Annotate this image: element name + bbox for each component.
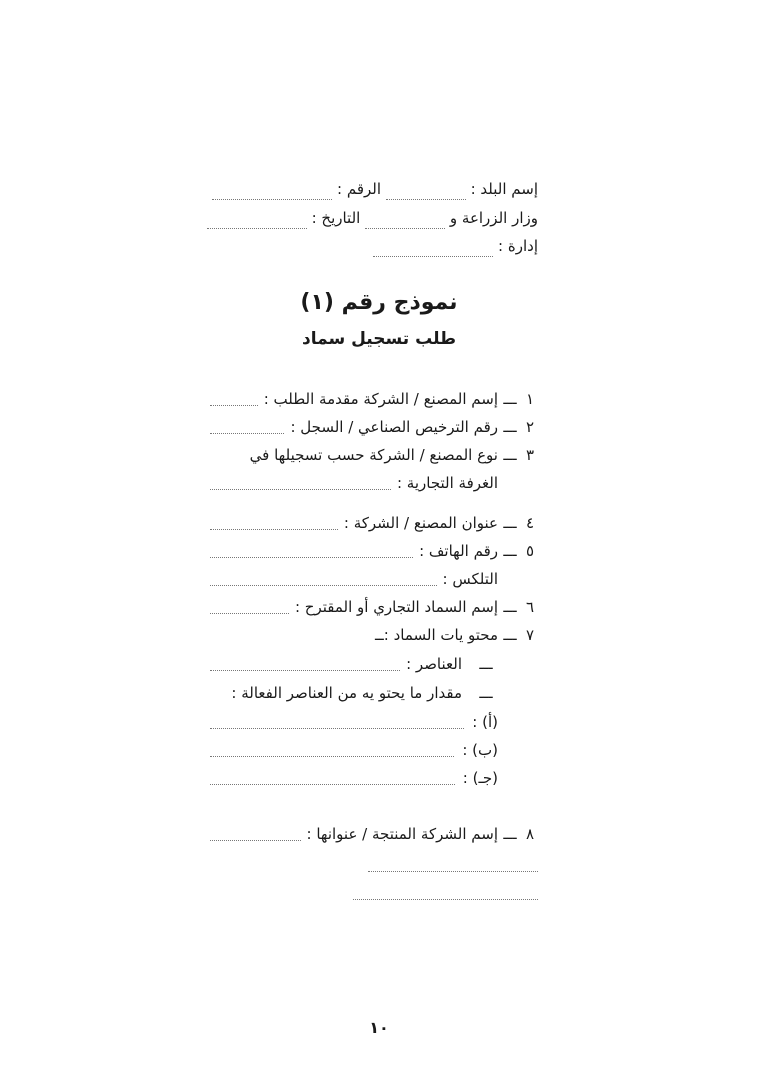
- dash: ـــ: [503, 542, 517, 560]
- dash: ـــ: [503, 514, 517, 532]
- item-label: إسم المصنع / الشركة مقدمة الطلب :: [263, 390, 498, 408]
- item-5-telex: [210, 566, 538, 592]
- item-2: [210, 414, 538, 440]
- item-8-field[interactable]: [210, 840, 301, 841]
- item-label: مقدار ما يحتو يه من العناصر الفعالة :: [231, 684, 462, 702]
- item-label: عنوان المصنع / الشركة :: [343, 514, 498, 532]
- item-label: الغرفة التجارية :: [396, 474, 498, 492]
- sub-item-elements: [210, 651, 538, 677]
- dash: ـــ: [503, 598, 517, 616]
- item-1-field[interactable]: [210, 405, 258, 406]
- item-number: ٢: [525, 418, 535, 436]
- lettered-b-field[interactable]: [210, 756, 454, 757]
- item-label: محتو يات السماد :ــ: [374, 626, 498, 644]
- item-number: ٥: [525, 542, 535, 560]
- country-field[interactable]: [386, 199, 466, 200]
- dash: ـــ: [503, 626, 517, 644]
- item-label: رقم الهاتف :: [419, 542, 498, 560]
- admin-field[interactable]: [373, 256, 493, 257]
- item-label: إسم الشركة المنتجة / عنوانها :: [306, 825, 498, 843]
- item-label: (جـ) :: [462, 769, 498, 787]
- item-label: (ب) :: [462, 741, 498, 759]
- item-8-line-3: [214, 880, 538, 906]
- admin-label: إدارة :: [498, 237, 538, 255]
- item-7: [210, 622, 538, 648]
- item-number: ٧: [525, 626, 535, 644]
- dash: ـــ: [503, 418, 517, 436]
- item-label: التلكس :: [442, 570, 498, 588]
- sub-item-amount: [210, 680, 538, 706]
- item-4-field[interactable]: [210, 529, 338, 530]
- item-3-cont: [210, 470, 538, 496]
- lettered-a: [210, 709, 538, 735]
- item-4: [210, 510, 538, 536]
- item-label: العناصر :: [406, 655, 462, 673]
- admin-line: [373, 234, 538, 258]
- sub-dash: ـــ: [479, 684, 493, 702]
- item-6-field[interactable]: [210, 613, 289, 614]
- phone-field[interactable]: [210, 557, 413, 558]
- item-label: نوع المصنع / الشركة حسب تسجيلها في: [249, 446, 498, 464]
- item-3: [210, 442, 538, 468]
- item-label: إسم السماد التجاري أو المقترح :: [294, 598, 498, 616]
- item-2-field[interactable]: [210, 433, 284, 434]
- item-label: (أ) :: [472, 713, 498, 731]
- lettered-a-field[interactable]: [210, 728, 464, 729]
- ministry-line: [207, 206, 538, 230]
- item-number: ٨: [525, 825, 535, 843]
- item-number: ٦: [525, 598, 535, 616]
- lettered-c: [210, 765, 538, 791]
- country-line: [212, 177, 538, 201]
- item-8-field-2[interactable]: [368, 871, 538, 872]
- item-6: [210, 594, 538, 620]
- form-subtitle: طلب تسجيل سماد: [301, 329, 457, 349]
- item-number: ٣: [525, 446, 535, 464]
- ministry-field[interactable]: [365, 228, 445, 229]
- page-number: ١٠: [369, 1018, 389, 1037]
- number-label: الرقم :: [337, 180, 382, 198]
- country-label: إسم البلد :: [470, 180, 538, 198]
- number-field[interactable]: [212, 199, 332, 200]
- item-number: ٤: [525, 514, 535, 532]
- item-8: [210, 821, 538, 847]
- item-1: [210, 386, 538, 412]
- date-label: التاريخ :: [311, 209, 361, 227]
- elements-field[interactable]: [210, 670, 400, 671]
- telex-field[interactable]: [210, 585, 437, 586]
- item-3-field[interactable]: [210, 489, 391, 490]
- item-8-field-3[interactable]: [353, 899, 538, 900]
- item-5: [210, 538, 538, 564]
- lettered-b: [210, 737, 538, 763]
- date-field[interactable]: [207, 228, 307, 229]
- lettered-c-field[interactable]: [210, 784, 455, 785]
- item-label: رقم الترخيص الصناعي / السجل :: [290, 418, 498, 436]
- sub-dash: ـــ: [479, 655, 493, 673]
- ministry-label: وزار الزراعة و: [449, 209, 538, 227]
- dash: ـــ: [503, 825, 517, 843]
- item-number: ١: [525, 390, 535, 408]
- form-title: نموذج رقم (١): [300, 290, 458, 315]
- dash: ـــ: [503, 390, 517, 408]
- dash: ـــ: [503, 446, 517, 464]
- item-8-line-2: [214, 852, 538, 878]
